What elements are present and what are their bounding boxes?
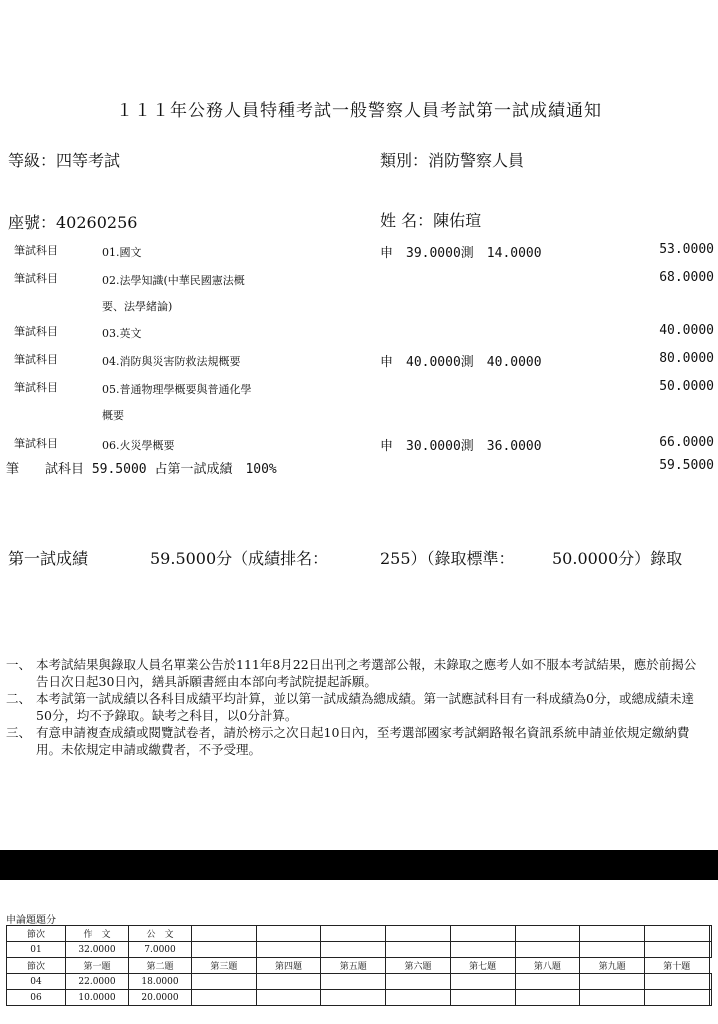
- table-cell: 第三題: [192, 958, 257, 974]
- table-cell: 公 文: [129, 926, 192, 942]
- note-mark: 三、: [6, 725, 32, 740]
- table-cell: 32.0000: [66, 942, 129, 958]
- table-cell: [450, 926, 515, 942]
- subject-label: 筆試科目: [14, 381, 58, 394]
- table-cell: [386, 974, 451, 990]
- table-cell: [450, 974, 515, 990]
- note-text: 有意申請複查成績或閱覽試卷者，請於榜示之次日起10日內，至考選部國家考試網路報名資訊系統申請並依規定繳納費用。未依規定申請或繳費者，不予受理。: [36, 725, 690, 757]
- subject-detail-scores: 申 40.0000測 40.0000: [380, 355, 542, 370]
- subject-label: 筆試科目: [14, 272, 58, 285]
- subject-name: 05.普通物理學概要與普通化學: [102, 383, 252, 396]
- subject-score: 40.0000: [659, 323, 714, 338]
- table-cell: 節次: [7, 958, 66, 974]
- result-standard: 50.0000分）錄取: [552, 549, 683, 568]
- result-label: 第一試成績: [8, 549, 89, 568]
- note-text: 本考試第一試成績以各科目成績平均計算，並以第一試成績為總成績。第一試應試科目有一科成績為0分，或總成績未達50分，均不予錄取。缺考之科目，以0分計算。: [36, 691, 694, 723]
- table-cell: 第六題: [386, 958, 451, 974]
- table-cell: [321, 990, 386, 1006]
- table-cell: [386, 942, 451, 958]
- result-rank: 255）（錄取標準：: [380, 549, 515, 568]
- table-cell: 第一題: [66, 958, 129, 974]
- table-cell: 18.0000: [129, 974, 192, 990]
- subject-score: 53.0000: [659, 242, 714, 257]
- table-cell: [321, 926, 386, 942]
- table-cell: 01: [7, 942, 66, 958]
- table-cell: [256, 942, 321, 958]
- subject-name-continued: 要、法學緒論): [102, 300, 173, 313]
- black-divider-bar: [0, 850, 718, 880]
- table-cell: [192, 942, 257, 958]
- table-cell: 第四題: [256, 958, 321, 974]
- table-row: [7, 926, 712, 942]
- subject-label: 筆試科目: [14, 437, 58, 450]
- table-cell: [644, 990, 709, 1006]
- table-cell: [580, 942, 645, 958]
- table-cell: 作 文: [66, 926, 129, 942]
- table-row: [7, 990, 712, 1006]
- table-cell: [256, 926, 321, 942]
- table-cell: [709, 990, 711, 1006]
- subject-label: 筆試科目: [14, 325, 58, 338]
- summary-line: 筆 試科目 59.5000 占第一試成績 100%: [6, 462, 277, 477]
- table-cell: 22.0000: [66, 974, 129, 990]
- subject-detail-scores: 申 30.0000測 36.0000: [380, 439, 542, 454]
- table-cell: [386, 926, 451, 942]
- table-cell: [192, 974, 257, 990]
- note-item: [6, 690, 706, 724]
- table-row: [7, 974, 712, 990]
- subject-name: 01.國文: [102, 246, 142, 259]
- notes-section: [6, 656, 706, 758]
- table-cell: 第八題: [515, 958, 580, 974]
- table-cell: [192, 926, 257, 942]
- note-text: 本考試結果與錄取人員名單業公告於111年8月22日出刊之考選部公報，未錄取之應考人如不服本考試結果，應於前揭公告日次日起30日內，繕具訴願書經由本部向考試院提起訴願。: [36, 657, 697, 689]
- subject-score: 80.0000: [659, 351, 714, 366]
- note-item: [6, 656, 706, 690]
- table-cell: [321, 942, 386, 958]
- subject-label: 筆試科目: [14, 244, 58, 257]
- table-cell: 20.0000: [129, 990, 192, 1006]
- table-cell: 第二題: [129, 958, 192, 974]
- table-cell: [515, 990, 580, 1006]
- notice-title: １１１年公務人員特種考試一般警察人員考試第一試成績通知: [116, 101, 602, 121]
- table-cell: [321, 974, 386, 990]
- subject-score: 68.0000: [659, 270, 714, 285]
- table-cell: [450, 990, 515, 1006]
- exam-level: 等級：四等考試: [8, 151, 121, 170]
- exam-category: 類別：消防警察人員: [380, 151, 525, 170]
- note-mark: 二、: [6, 691, 32, 706]
- table-cell: [580, 990, 645, 1006]
- note-mark: 一、: [6, 657, 32, 672]
- table-cell: [256, 990, 321, 1006]
- table-cell: [192, 990, 257, 1006]
- subject-score: 66.0000: [659, 435, 714, 450]
- table-cell: 10.0000: [66, 990, 129, 1006]
- essay-score-table: [6, 925, 712, 1006]
- table-cell: 06: [7, 990, 66, 1006]
- table-cell: [709, 974, 711, 990]
- table-cell: [644, 926, 709, 942]
- table-cell: [450, 942, 515, 958]
- subject-name: 06.火災學概要: [102, 439, 175, 452]
- subject-name-continued: 概要: [102, 409, 124, 422]
- seat-number: 座號：40260256: [8, 213, 138, 232]
- table-cell: [644, 942, 709, 958]
- table-cell: [644, 974, 709, 990]
- table-cell: [515, 926, 580, 942]
- table-cell: [515, 942, 580, 958]
- table-cell: [386, 990, 451, 1006]
- table-cell: 04: [7, 974, 66, 990]
- subject-name: 02.法學知識(中華民國憲法概: [102, 274, 245, 287]
- table-cell: [709, 942, 711, 958]
- table-cell: 第五題: [321, 958, 386, 974]
- subject-detail-scores: 申 39.0000測 14.0000: [380, 246, 542, 261]
- candidate-name: 姓 名：陳佑瑄: [380, 211, 482, 230]
- table-cell: 第九題: [580, 958, 645, 974]
- table-cell: 第十題: [644, 958, 709, 974]
- table-row: [7, 958, 712, 974]
- table-cell: [709, 926, 711, 942]
- table-cell: 7.0000: [129, 942, 192, 958]
- table-cell: [256, 974, 321, 990]
- note-item: [6, 724, 706, 758]
- table-cell: [515, 974, 580, 990]
- essay-score-table-title: 申論題題分: [6, 915, 56, 926]
- result-score: 59.5000分（成績排名：: [150, 549, 329, 568]
- table-cell: [580, 926, 645, 942]
- summary-score: 59.5000: [659, 458, 714, 473]
- table-cell: 第七題: [450, 958, 515, 974]
- subject-name: 03.英文: [102, 327, 142, 340]
- subject-name: 04.消防與災害防救法規概要: [102, 355, 241, 368]
- subject-label: 筆試科目: [14, 353, 58, 366]
- table-cell: 節次: [7, 926, 66, 942]
- table-cell: [580, 974, 645, 990]
- subject-score: 50.0000: [659, 379, 714, 394]
- table-row: [7, 942, 712, 958]
